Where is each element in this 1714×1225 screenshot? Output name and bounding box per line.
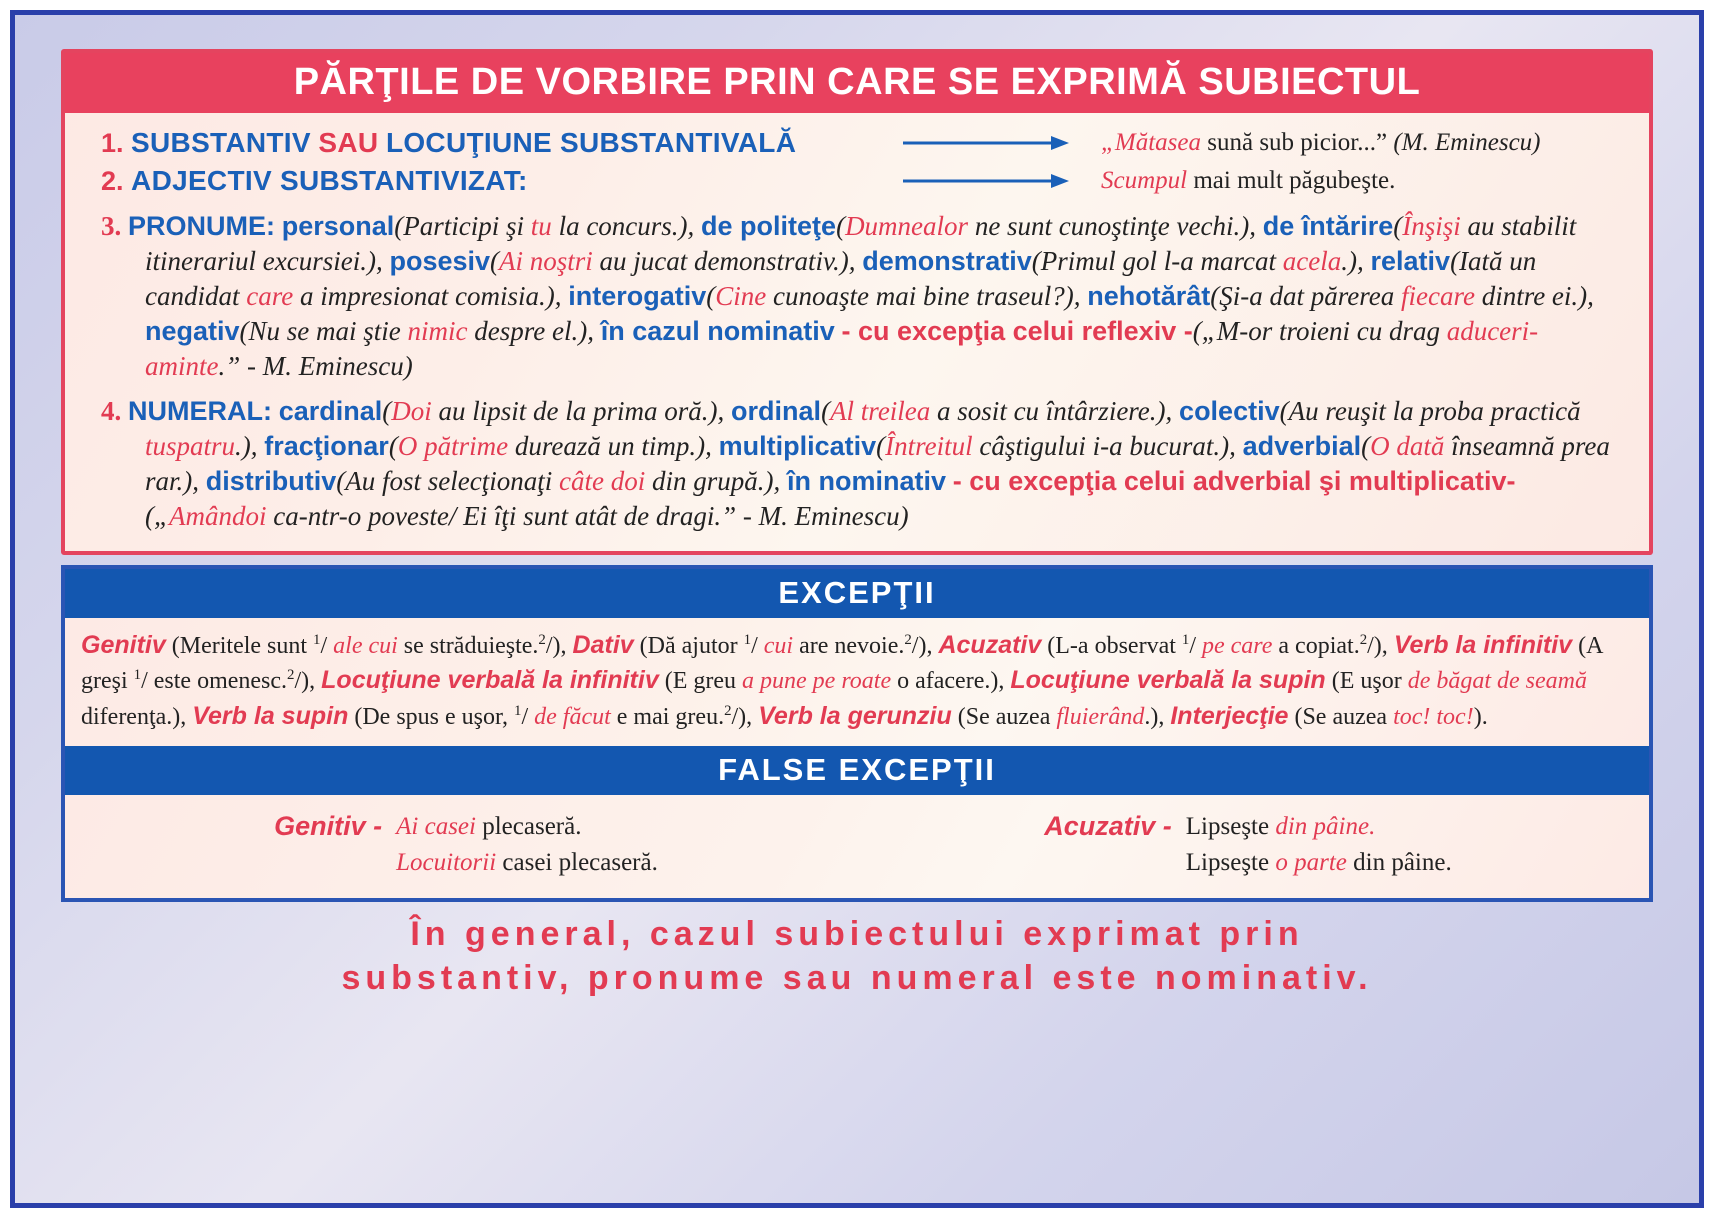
exceptie-2-close: /), xyxy=(1367,632,1388,659)
item-substantiv xyxy=(81,125,1633,161)
exceptie-0-open: (Meritele sunt xyxy=(165,632,314,659)
pronume-ex-5-hl: care xyxy=(246,280,294,311)
pronume-ex-5-rest: a impresionat comisia.), xyxy=(293,280,562,311)
false-acuzativ-1-hl: o parte xyxy=(1275,849,1347,877)
pronume-kind-nehotarat: nehotărât xyxy=(1087,280,1211,311)
pronume-ex-8-open: (Nu se mai ştie xyxy=(239,315,408,346)
exceptie-6-sup2: 2 xyxy=(724,702,732,719)
false-acuzativ-1-pre: Lipseşte xyxy=(1185,849,1276,877)
numeral-ex-1-rest: a sosit cu întârziere.), xyxy=(930,396,1173,427)
pronume-ex-4-rest: .), xyxy=(1341,245,1364,276)
footer-line-1: În general, cazul subiectului exprimat prin xyxy=(410,914,1304,953)
false-exceptie-acuzativ-line-2 xyxy=(1186,845,1452,881)
numeral-ex-4-open: ( xyxy=(876,431,886,462)
numeral-ex-3-hl: O pătrime xyxy=(397,431,509,462)
main-body xyxy=(65,113,1649,551)
exceptie-6-sup1: 1 xyxy=(514,702,522,719)
pronume-ex-7-hl: fiecare xyxy=(1400,280,1475,311)
item-1-example xyxy=(1101,127,1633,159)
exceptie-1-rest: are nevoie. xyxy=(793,632,905,659)
pronume-case-example-hl: aduceri-aminte xyxy=(145,315,1539,382)
numeral-kind-cardinal: cardinal xyxy=(278,396,383,427)
exceptie-term-verb-gerunziu: Verb la gerunziu xyxy=(758,701,952,730)
false-exceptie-genitiv-line-1 xyxy=(396,809,658,845)
pronume-ex-0-hl: tu xyxy=(530,210,552,241)
false-exceptie-acuzativ-line-1 xyxy=(1186,809,1452,845)
pronume-ex-6-open: ( xyxy=(706,280,716,311)
false-exceptii-bar: FALSE EXCEPŢII xyxy=(65,746,1649,795)
numeral-ex-3-rest: durează un timp.), xyxy=(508,431,712,462)
pronume-kind-intarire: de întărire xyxy=(1262,210,1394,241)
numeral-ex-5-rest: înseamnă prea rar.), xyxy=(145,431,1610,497)
numeral-ex-2-open: (Au reuşit la proba practică xyxy=(1279,396,1581,427)
pronume-ex-3-rest: au jucat demonstrativ.), xyxy=(592,245,856,276)
item-pronume xyxy=(81,209,1633,384)
exceptie-1-hl: cui xyxy=(763,632,794,659)
pronume-ex-4-open: (Primul gol l-a marcat xyxy=(1031,245,1283,276)
exceptie-term-dativ: Dativ xyxy=(572,630,634,659)
numeral-kind-colectiv: colectiv xyxy=(1179,396,1280,427)
false-exceptie-genitiv-line-2 xyxy=(396,845,658,881)
exceptie-6-hl: de făcut xyxy=(534,703,611,730)
item-3-label: PRONUME: xyxy=(128,210,275,241)
exceptie-2-sup1: 1 xyxy=(1181,631,1190,648)
exceptie-1-close: /), xyxy=(911,632,933,659)
numeral-ex-2-rest: .), xyxy=(235,431,258,462)
numeral-ex-4-rest: câştigului i-a bucurat.), xyxy=(972,431,1236,462)
numeral-case-example-open: („ xyxy=(145,501,170,532)
pronume-kind-negativ: negativ xyxy=(145,315,240,346)
pronume-kind-demonstrativ: demonstrativ xyxy=(862,245,1032,276)
numeral-ex-1-open: ( xyxy=(821,396,831,427)
pronume-kind-interogativ: interogativ xyxy=(568,280,707,311)
pronume-case-note-blue: în cazul nominativ xyxy=(600,315,835,346)
exceptie-1-sup2: 2 xyxy=(904,631,912,648)
exceptie-5-open: (E uşor xyxy=(1325,668,1408,694)
exceptie-0-sup2: 2 xyxy=(538,631,546,648)
exceptii-body xyxy=(65,618,1649,747)
item-1-example-author: (M. Eminescu) xyxy=(1393,128,1541,156)
pronume-ex-6-hl: Cine xyxy=(715,280,767,311)
item-1-heading-b: LOCUŢIUNE SUBSTANTIVALĂ xyxy=(385,127,797,158)
numeral-kind-adverbial: adverbial xyxy=(1242,431,1362,462)
pronume-ex-7-open: (Şi-a dat părerea xyxy=(1210,280,1401,311)
exceptie-2-hl: pe care xyxy=(1202,632,1273,659)
exceptie-4-rest: o afacere.) xyxy=(891,668,999,694)
false-acuzativ-1-rest: din pâine. xyxy=(1346,849,1452,877)
exceptii-section xyxy=(61,565,1653,902)
false-exceptie-col-genitiv xyxy=(75,809,857,882)
pronume-paragraph xyxy=(101,209,1633,384)
pronume-ex-5-open: (Iată un candidat xyxy=(145,245,1537,311)
item-1-example-highlight: „Mătasea xyxy=(1101,128,1201,156)
exceptie-5-hl: de băgat de seamă xyxy=(1407,668,1587,694)
exceptie-3-sup2: 2 xyxy=(287,667,295,683)
exceptie-2-rest: a copiat. xyxy=(1272,632,1360,659)
false-exceptie-acuzativ-lines xyxy=(1186,809,1452,882)
pronume-kind-posesiv: posesiv xyxy=(389,245,491,276)
numeral-paragraph xyxy=(101,394,1633,534)
item-1-number: 1. xyxy=(101,128,124,158)
false-genitiv-1-hl: Locuitorii xyxy=(396,849,497,877)
arrow-right-icon xyxy=(901,134,1071,152)
numeral-case-example-hl: Amândoi xyxy=(169,501,267,532)
pronume-ex-2-open: ( xyxy=(1393,210,1403,241)
false-acuzativ-0-pre: Lipseşte xyxy=(1185,813,1276,840)
false-exceptie-term-acuzativ: Acuzativ - xyxy=(1044,811,1172,841)
exceptie-3-slash: / xyxy=(141,668,154,694)
item-1-heading-or: SAU xyxy=(318,127,379,158)
numeral-kind-multiplicativ: multiplicativ xyxy=(718,431,877,462)
footer-note xyxy=(61,912,1653,1000)
arrow-2-wrap xyxy=(901,172,1101,190)
numeral-ex-1-hl: Al treilea xyxy=(830,396,931,427)
exceptie-3-rest: este omenesc. xyxy=(153,668,288,694)
numeral-kind-distributiv: distributiv xyxy=(205,466,337,497)
exceptie-term-interjectie: Interjecţie xyxy=(1170,701,1289,730)
exceptii-bar: EXCEPŢII xyxy=(65,569,1649,618)
numeral-ex-6-hl: câte doi xyxy=(559,466,646,497)
pronume-case-note-red: - cu excepţia celui reflexiv - xyxy=(841,315,1193,346)
numeral-ex-0-rest: au lipsit de la prima oră.), xyxy=(431,396,725,427)
exceptie-7-hl: fluierând xyxy=(1056,703,1145,730)
item-2-heading: ADJECTIV SUBSTANTIVIZAT: xyxy=(131,164,528,196)
exceptie-term-genitiv: Genitiv xyxy=(81,630,166,659)
item-3-number: 3. xyxy=(101,210,122,241)
exceptie-0-slash: / xyxy=(320,632,334,659)
exceptie-8-open: (Se auzea xyxy=(1288,703,1394,730)
exceptie-3-open: (A greşi xyxy=(81,632,1603,694)
numeral-ex-0-hl: Doi xyxy=(391,396,432,427)
pronume-case-example-rest: .” - M. Eminescu) xyxy=(218,351,413,382)
false-exceptie-term-genitiv: Genitiv - xyxy=(274,811,383,841)
false-genitiv-0-hl: Ai casei xyxy=(396,813,476,840)
exceptie-2-sup2: 2 xyxy=(1359,631,1368,648)
pronume-ex-3-hl: Ai noştri xyxy=(499,245,593,276)
pronume-kind-personal: personal xyxy=(281,210,395,241)
poster-inner xyxy=(21,49,1693,1225)
pronume-ex-8-rest: despre el.), xyxy=(467,315,594,346)
item-2-example xyxy=(1101,165,1633,197)
exceptie-0-rest: se străduieşte. xyxy=(397,632,539,659)
exceptie-term-acuzativ: Acuzativ xyxy=(938,630,1042,659)
item-4-number: 4. xyxy=(101,396,122,427)
numeral-ex-0-open: ( xyxy=(382,396,392,427)
numeral-kind-fractionar: fracţionar xyxy=(264,431,389,462)
pronume-ex-1-hl: Dumnealor xyxy=(845,210,969,241)
false-exceptie-genitiv-lines xyxy=(396,809,658,882)
false-acuzativ-0-hl: din pâine. xyxy=(1275,813,1376,840)
exceptie-6-close: /), xyxy=(731,703,753,730)
pronume-ex-7-rest: dintre ei.), xyxy=(1474,280,1594,311)
pronume-ex-1-rest: ne sunt cunoştinţe vechi.), xyxy=(968,210,1256,241)
pronume-ex-2-rest: au stabilit itinerariul excursiei.), xyxy=(145,210,1577,276)
exceptie-0-close: /), xyxy=(545,632,567,659)
numeral-ex-6-rest: din grupă.), xyxy=(645,466,781,497)
item-1-example-rest: sună sub picior...” xyxy=(1201,128,1388,156)
exceptie-term-loc-verbala-supin: Locuţiune verbală la supin xyxy=(1010,666,1326,694)
pronume-ex-8-hl: nimic xyxy=(407,315,468,346)
exceptie-3-close: /), xyxy=(294,668,316,694)
item-1-heading-a: SUBSTANTIV xyxy=(131,127,311,158)
item-substantiv-heading xyxy=(81,125,901,161)
item-adjectiv-heading xyxy=(81,163,901,199)
pronume-ex-0-open: (Participi şi xyxy=(394,210,531,241)
exceptie-5-close: , xyxy=(180,703,187,730)
exceptie-term-verb-supin: Verb la supin xyxy=(192,701,349,730)
numeral-kind-ordinal: ordinal xyxy=(731,396,822,427)
pronume-ex-2-hl: Înşişi xyxy=(1402,210,1461,241)
item-2-number: 2. xyxy=(101,165,124,196)
pronume-ex-3-open: ( xyxy=(490,245,500,276)
page-title: PĂRŢILE DE VORBIRE PRIN CARE SE EXPRIMĂ SUBIECTUL xyxy=(65,53,1649,113)
exceptie-6-open: (De spus e uşor, xyxy=(348,703,515,730)
numeral-ex-3-open: ( xyxy=(388,431,398,462)
pronume-ex-1-open: ( xyxy=(836,210,846,241)
arrow-right-icon xyxy=(901,172,1071,190)
numeral-ex-2-hl: tuspatru xyxy=(145,431,236,462)
arrow-1-wrap xyxy=(901,134,1101,152)
exceptie-term-verb-infinitiv: Verb la infinitiv xyxy=(1393,630,1573,659)
exceptie-7-close: , xyxy=(1158,703,1165,730)
exceptie-4-close: , xyxy=(998,668,1005,694)
exceptie-4-hl: a pune pe roate xyxy=(742,668,892,694)
exceptie-term-loc-verbala-infinitiv: Locuţiune verbală la infinitiv xyxy=(321,666,659,694)
numeral-ex-4-hl: Întreitul xyxy=(885,431,973,462)
false-genitiv-0-rest: plecaseră. xyxy=(475,813,582,840)
item-2-example-highlight: Scumpul xyxy=(1101,166,1188,194)
exceptie-5-rest: diferenţa.) xyxy=(81,703,181,730)
pronume-ex-6-rest: cunoaşte mai bine traseul?), xyxy=(766,280,1081,311)
exceptie-8-close: . xyxy=(1481,703,1488,730)
exceptie-0-hl: ale cui xyxy=(333,632,398,659)
numeral-case-note-red: - cu excepţia celui adverbial şi multiplicativ- xyxy=(952,466,1516,497)
main-card xyxy=(61,49,1653,555)
exceptie-4-open: (E greu xyxy=(658,668,743,694)
exceptie-6-rest: e mai greu. xyxy=(610,703,725,730)
exceptie-3-sup1: 1 xyxy=(133,667,142,683)
exceptie-8-hl: toc! toc! xyxy=(1393,703,1474,730)
false-exceptii-body xyxy=(65,795,1649,898)
footer-line-2: substantiv, pronume sau numeral este nominativ. xyxy=(341,958,1373,997)
item-adjectiv xyxy=(81,163,1633,199)
exceptie-1-sup1: 1 xyxy=(743,631,752,648)
exceptie-7-rest: .) xyxy=(1144,703,1159,730)
exceptie-2-slash: / xyxy=(1189,632,1202,659)
exceptie-7-open: (Se auzea xyxy=(951,703,1057,730)
numeral-case-note-blue: în nominativ xyxy=(786,466,946,497)
pronume-case-example-open: („M-or troieni cu drag xyxy=(1192,315,1447,346)
item-numeral xyxy=(81,394,1633,534)
exceptie-1-open: (Dă ajutor xyxy=(633,632,744,659)
exceptie-2-open: (L-a observat xyxy=(1041,632,1182,659)
false-genitiv-1-rest: casei plecaseră. xyxy=(496,849,658,877)
pronume-ex-0-rest: la concurs.), xyxy=(551,210,695,241)
exceptie-8-rest: ) xyxy=(1473,703,1482,730)
exceptie-0-sup1: 1 xyxy=(313,631,321,648)
item-2-example-rest: mai mult păgubeşte. xyxy=(1187,166,1396,194)
numeral-ex-6-open: (Au fost selecţionaţi xyxy=(336,466,559,497)
item-4-label: NUMERAL: xyxy=(128,396,272,427)
numeral-ex-5-open: ( xyxy=(1361,431,1371,462)
exceptie-1-slash: / xyxy=(751,632,764,659)
pronume-ex-4-hl: acela xyxy=(1282,245,1342,276)
poster-root xyxy=(10,10,1704,1208)
pronume-kind-politete: de politeţe xyxy=(701,210,837,241)
numeral-ex-5-hl: O dată xyxy=(1370,431,1445,462)
numeral-case-example-rest: ca-ntr-o poveste/ Ei îţi sunt atât de dragi.” - M. Eminescu) xyxy=(266,501,909,532)
pronume-kind-relativ: relativ xyxy=(1370,245,1451,276)
exceptie-6-slash: / xyxy=(521,703,535,730)
false-exceptie-col-acuzativ xyxy=(857,809,1639,882)
